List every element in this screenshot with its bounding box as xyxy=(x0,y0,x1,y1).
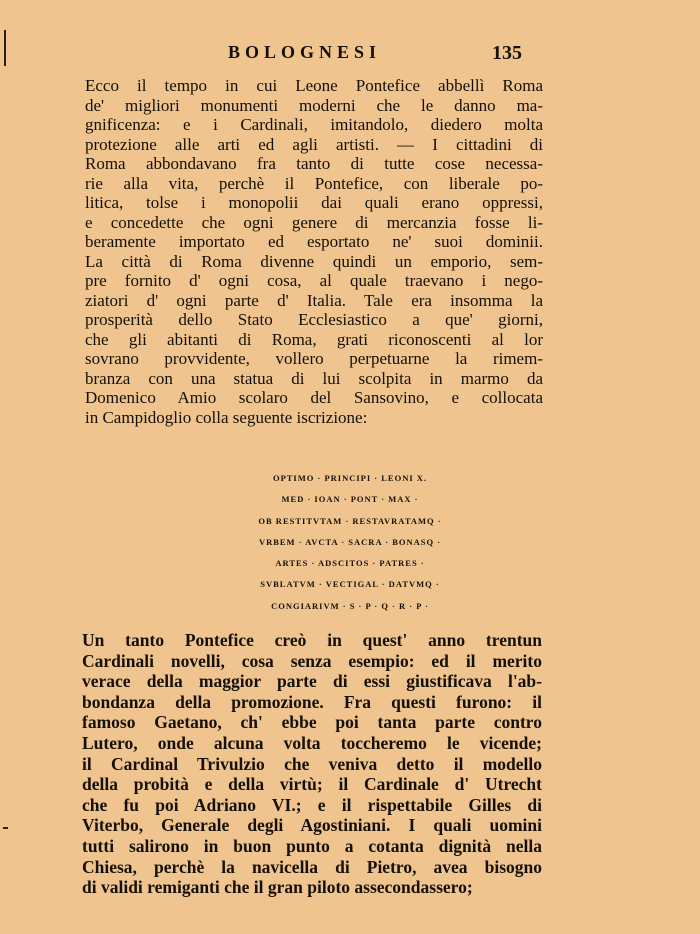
text-line: Roma abbondavano fra tanto di tutte cose necessa- xyxy=(85,154,543,173)
text-line: Chiesa, perchè la navicella di Pietro, avea bisogno xyxy=(82,856,542,877)
text-line: il Cardinal Trivulzio che veniva detto il modello xyxy=(82,753,542,774)
inscription-line: MED · IOAN · PONT · MAX · xyxy=(281,494,419,505)
text-line: sovrano provvidente, vollero perpetuarne la rimem- xyxy=(85,349,543,368)
page-number: 135 xyxy=(492,42,522,64)
text-line: branza con una statua di lui scolpita in marmo da xyxy=(85,368,543,388)
text-line: gnificenza: e i Cardinali, imitandolo, diedero molta xyxy=(85,115,543,134)
text-line: protezione alle arti ed agli artisti. — I cittadini di xyxy=(85,134,543,154)
text-line: verace della maggior parte di essi giustificava l'ab- xyxy=(82,671,542,692)
text-line: beramente importato ed esportato ne' suoi dominii. xyxy=(85,232,543,251)
text-line: tutti salirono in buon punto a cotanta dignità nella xyxy=(82,835,542,856)
paragraph-1 xyxy=(85,76,543,427)
page-header xyxy=(0,42,700,66)
text-line: rie alla vita, perchè il Pontefice, con liberale po- xyxy=(85,173,543,193)
text-line: della probità e della virtù; il Cardinale d' Utrecht xyxy=(82,774,542,795)
text-line: Ecco il tempo in cui Leone Pontefice abbellì Roma xyxy=(85,76,543,95)
text-line: di validi remiganti che il gran piloto assecondassero; xyxy=(82,877,473,898)
running-title: BOLOGNESI xyxy=(228,42,382,62)
inscription-line: CONGIARIVM · S · P · Q · R · P · xyxy=(271,600,429,611)
inscription-line: ARTES · ADSCITOS · PATRES · xyxy=(275,558,425,569)
text-line: de' migliori monumenti moderni che le danno ma- xyxy=(85,95,543,115)
paragraph-2 xyxy=(82,630,542,898)
inscription-line: SVBLATVM · VECTIGAL · DATVMQ · xyxy=(260,579,440,590)
text-line: che gli abitanti di Roma, grati riconoscenti al lor xyxy=(85,329,543,349)
text-line: che fu poi Adriano VI.; e il rispettabile Gilles di xyxy=(82,794,542,815)
text-line: ziatori d' ogni parte d' Italia. Tale era insomma la xyxy=(85,290,543,310)
text-line: Un tanto Pontefice creò in quest' anno trentun xyxy=(82,630,542,650)
margin-mark-small xyxy=(3,827,8,829)
text-line: famoso Gaetano, ch' ebbe poi tanta parte contro xyxy=(82,712,542,733)
text-line: in Campidoglio colla seguente iscrizione: xyxy=(85,407,368,427)
text-line: Domenico Amio scolaro del Sansovino, e collocata xyxy=(85,388,543,407)
text-line: bondanza della promozione. Fra questi furono: il xyxy=(82,691,542,712)
inscription-line: OPTIMO · PRINCIPI · LEONI X. xyxy=(272,473,428,483)
text-line: prosperità dello Stato Ecclesiastico a que' giorni, xyxy=(85,310,543,329)
text-line: e concedette che ogni genere di mercanzia fosse li- xyxy=(85,212,543,232)
text-line: Lutero, onde alcuna volta toccheremo le vicende; xyxy=(82,732,542,753)
text-line: pre fornito d' ogni cosa, al quale traevano i nego- xyxy=(85,271,543,290)
inscription-line: OB RESTITVTAM · RESTAVRATAMQ · xyxy=(258,515,442,526)
text-line: litica, tolse i monopolii dai quali erano oppressi, xyxy=(85,193,543,212)
inscription-line: VRBEM · AVCTA · SACRA · BONASQ · xyxy=(258,536,442,547)
text-line: Viterbo, Generale degli Agostiniani. I quali uomini xyxy=(82,815,542,836)
text-line: Cardinali novelli, cosa senza esempio: ed il merito xyxy=(82,650,542,671)
latin-inscription xyxy=(150,468,550,617)
text-line: La città di Roma divenne quindi un emporio, sem- xyxy=(85,251,543,271)
